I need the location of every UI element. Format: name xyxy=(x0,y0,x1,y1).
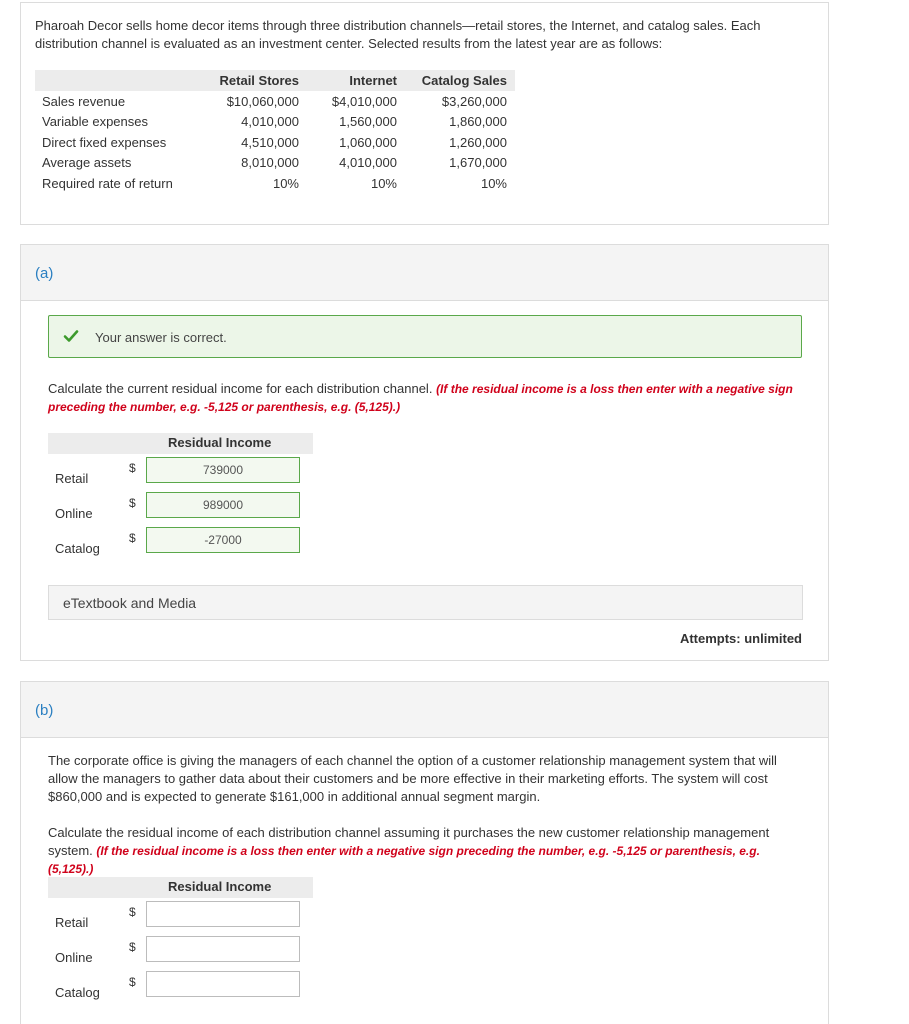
row-label: Sales revenue xyxy=(42,93,126,109)
catalog-residual-income-input[interactable] xyxy=(146,971,300,997)
currency-symbol: $ xyxy=(129,531,136,545)
row-label: Direct fixed expenses xyxy=(42,134,167,150)
cell-value: 10% xyxy=(480,175,507,191)
row-label-online: Online xyxy=(55,506,93,521)
row-label-catalog: Catalog xyxy=(55,541,100,556)
cell-value: 1,860,000 xyxy=(449,114,507,130)
residual-income-header xyxy=(48,433,313,454)
table-header-catalog: Catalog Sales xyxy=(405,70,515,91)
column-header: Residual Income xyxy=(168,435,272,450)
currency-symbol: $ xyxy=(129,975,136,989)
catalog-residual-income-input[interactable] xyxy=(146,527,300,553)
table-row xyxy=(35,132,515,153)
currency-symbol: $ xyxy=(129,461,136,475)
cell-value: 4,010,000 xyxy=(241,114,299,130)
residual-income-header xyxy=(48,877,313,898)
table-header-retail: Retail Stores xyxy=(201,70,307,91)
online-residual-income-input[interactable] xyxy=(146,492,300,518)
column-header: Residual Income xyxy=(168,879,272,894)
cell-value: 1,260,000 xyxy=(449,134,507,150)
currency-symbol: $ xyxy=(129,940,136,954)
checkmark-icon xyxy=(63,328,79,344)
cell-value: 8,010,000 xyxy=(241,155,299,171)
cell-value: 1,670,000 xyxy=(449,155,507,171)
cell-value: 10% xyxy=(370,175,397,191)
problem-intro-card xyxy=(20,2,829,225)
cell-value: 10% xyxy=(272,175,299,191)
channel-data-table xyxy=(35,70,515,194)
problem-description: Pharoah Decor sells home decor items through three distribution channels—retail stores, the Internet, and catalog sales. Each distribution channel is evaluated as an investment center. Selected results from the latest year are as follows: xyxy=(35,18,761,51)
cell-value: 4,510,000 xyxy=(241,134,299,150)
table-row xyxy=(35,112,515,133)
instruction-note: (If the residual income is a loss then enter with a negative sign preceding the number, e.g. -5,125 or parenthesis, e.g. (5,125).) xyxy=(48,382,793,414)
row-label-online: Online xyxy=(55,950,93,965)
table-row xyxy=(35,91,515,112)
cell-value: 1,060,000 xyxy=(339,134,397,150)
cell-value: $10,060,000 xyxy=(226,93,299,109)
row-label-catalog: Catalog xyxy=(55,985,100,1000)
table-header-row xyxy=(35,70,515,91)
row-label: Average assets xyxy=(42,155,132,171)
row-label: Required rate of return xyxy=(42,175,173,191)
retail-residual-income-input[interactable] xyxy=(146,901,300,927)
instruction-text: Calculate the current residual income for each distribution channel. xyxy=(48,381,433,396)
instruction-text: Calculate the residual income of each distribution channel assuming it purchases the new customer relationship management system. xyxy=(48,825,770,858)
table-header-internet: Internet xyxy=(307,70,405,91)
table-row xyxy=(35,173,515,194)
table-row xyxy=(35,153,515,174)
part-b-description: The corporate office is giving the managers of each channel the option of a customer relationship management system that will allow the managers to gather data about their customers and be more effective in their marketing efforts. The system will cost $860,000 and is expected to generate $161,000 in additional annual segment margin. xyxy=(48,753,777,804)
row-label-retail: Retail xyxy=(55,915,89,930)
cell-value: $4,010,000 xyxy=(331,93,397,109)
part-a-header xyxy=(21,245,828,301)
part-a-letter: (a) xyxy=(35,265,54,282)
part-b-card xyxy=(20,681,829,1024)
cell-value: 1,560,000 xyxy=(339,114,397,130)
cell-value: 4,010,000 xyxy=(339,155,397,171)
part-a-card xyxy=(20,244,829,661)
etextbook-label: eTextbook and Media xyxy=(63,595,197,611)
part-b-header xyxy=(21,682,828,738)
etextbook-media-button[interactable] xyxy=(48,585,803,620)
row-label-retail: Retail xyxy=(55,471,89,486)
part-b-letter: (b) xyxy=(35,702,54,719)
table-header-blank xyxy=(35,70,201,91)
online-residual-income-input[interactable] xyxy=(146,936,300,962)
part-b-instruction xyxy=(48,824,808,878)
attempts-label: Attempts: unlimited xyxy=(679,631,802,646)
instruction-note: (If the residual income is a loss then enter with a negative sign preceding the number, e.g. -5,125 or parenthesis, e.g. (5,125).) xyxy=(48,844,760,876)
correct-feedback-banner xyxy=(48,315,802,358)
cell-value: $3,260,000 xyxy=(441,93,507,109)
currency-symbol: $ xyxy=(129,905,136,919)
row-label: Variable expenses xyxy=(42,114,148,130)
currency-symbol: $ xyxy=(129,496,136,510)
retail-residual-income-input[interactable] xyxy=(146,457,300,483)
feedback-text: Your answer is correct. xyxy=(95,330,227,345)
part-a-instruction xyxy=(48,380,808,416)
